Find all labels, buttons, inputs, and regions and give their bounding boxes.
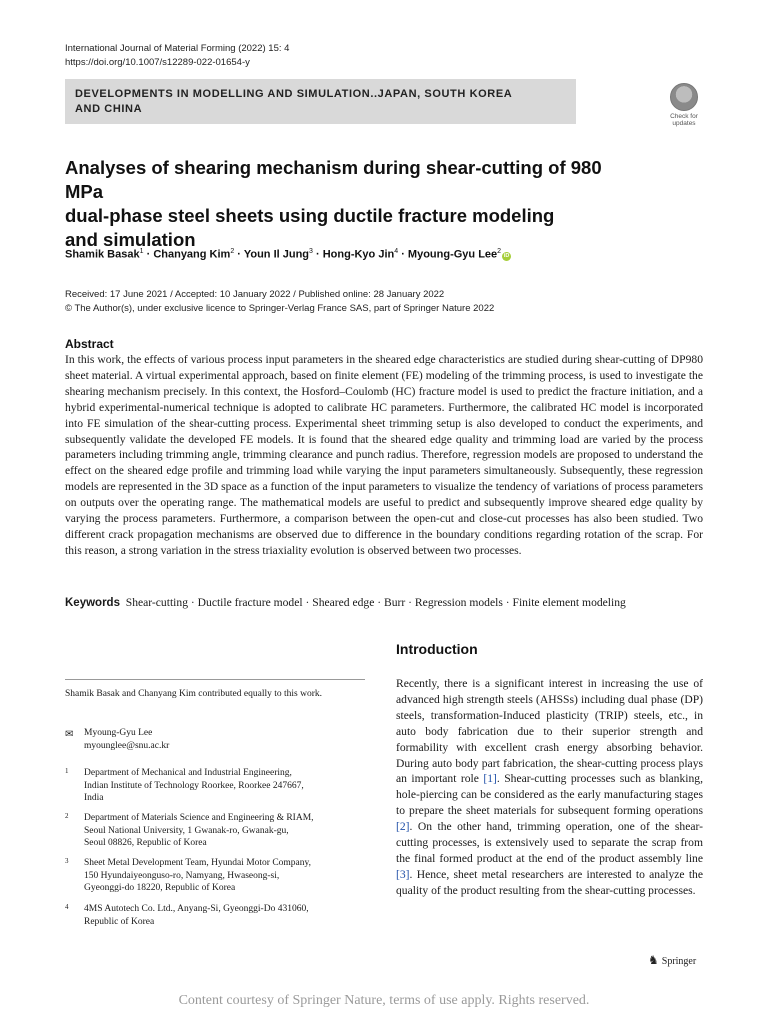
author-name[interactable]: Shamik Basak — [65, 248, 140, 261]
author-separator: · — [401, 248, 405, 261]
journal-header — [65, 42, 289, 69]
author-affiliation-marker: 2 — [497, 248, 502, 255]
affiliation-3 — [65, 857, 355, 895]
author-name[interactable]: Myoung-Gyu Lee — [407, 248, 498, 261]
crossmark-icon — [670, 83, 698, 111]
equal-contribution-note: Shamik Basak and Chanyang Kim contributed equally to this work. — [65, 689, 322, 699]
keywords-text: Shear-cutting · Ductile fracture model · Sheared edge · Burr · Regression models · Finite element modeling — [125, 596, 626, 609]
contact-email[interactable]: myounglee@snu.ac.kr — [84, 741, 170, 751]
intro-text-segment: . On the other hand, trimming operation, one of the shear-cutting processes, is extensively used to separate the scrap from the final formed product at the end of the product assembly line — [396, 820, 703, 865]
affiliation-line: 150 Hyundaiyeonguso-ro, Namyang, Hwaseong-si, — [84, 870, 280, 881]
affiliation-line: Indian Institute of Technology Roorkee, Roorkee 247667, — [84, 780, 304, 791]
abstract-body: In this work, the effects of various process input parameters in the sheared edge characteristics are studied during shear-cutting of DP980 sheet material. A virtual experimental approach, based on finite element (FE) modeling of the trimming process, is used to investigate the shearing mechanism precisely. In this context, the Hosford–Coulomb (HC) fracture model is used to predict the fracture initiation, and a hybrid experimental-numerical technique is adopted to calibrate HC parameters. Furthermore, the calibrated HC model is incorporated into FE simulation of the shear-cutting process. Experimental sheet trimming setup is also developed to conduct the experiments, and subsequently validate the developed FE models. It is found that the sheared edge quality and trimming load are varied by the process parameters including trimming angle, trimming clearance and punch radius. Therefore, regression models are proposed to understand the effect on the sheared edge profile and trimming load while varying the input parameters simultaneously. Subsequently, these regression models are represented in the 3D space as a function of the input parameters to visualize the tendency of variations of process parameters on outputs over the operating range. The mathematical models are useful to predict and subsequently improve sheared edge quality by varying the process parameters. Furthermore, a comparison between the open-cut and close-cut processes has also been studied. Two different crack propagation mechanisms are observed due to difference in the boundary conditions regarding rotation of the scrap. For this reason, a strong variation in the stress triaxiality evolution is observed between two processes. — [65, 353, 703, 557]
affiliation-line: Department of Materials Science and Engineering & RIAM, — [84, 813, 314, 823]
author-affiliation-marker: 1 — [139, 248, 144, 255]
corresponding-author — [65, 727, 169, 753]
contact-name: Myoung-Gyu Lee — [84, 728, 153, 738]
author-name[interactable]: Chanyang Kim — [153, 248, 231, 261]
affiliation-line: Republic of Korea — [84, 916, 155, 927]
intro-text-segment: . Hence, sheet metal researchers are interested to analyze the quality of the product resulting from the shear-cutting processes. — [396, 867, 703, 897]
affiliation-4 — [65, 903, 355, 928]
affiliation-number: 2 — [65, 812, 69, 820]
crossmark-label-line-2: updates — [672, 120, 696, 127]
springer-horse-icon: ♞ — [648, 953, 659, 967]
section-banner — [65, 79, 576, 124]
keywords-label: Keywords — [65, 597, 120, 609]
courtesy-notice: Content courtesy of Springer Nature, terms of use apply. Rights reserved. — [178, 993, 590, 1008]
citation-link[interactable]: [1] — [483, 772, 497, 786]
crossmark-badge[interactable] — [664, 83, 704, 125]
publication-dates — [65, 288, 494, 315]
author-name[interactable]: Hong-Kyo Jin — [322, 248, 395, 261]
abstract-heading: Abstract — [65, 337, 114, 351]
crossmark-label-line-1: Check for — [670, 113, 698, 120]
banner-line-2: AND CHINA — [75, 103, 143, 115]
affiliation-line: India — [84, 793, 104, 803]
citation-link[interactable]: [3] — [396, 867, 410, 881]
affiliation-line: Department of Mechanical and Industrial Engineering, — [84, 768, 292, 778]
envelope-icon: ✉ — [65, 729, 74, 740]
citation-link[interactable]: [2] — [396, 820, 410, 834]
author-affiliation-marker: 2 — [230, 248, 235, 255]
paper-title — [65, 156, 625, 252]
author-separator: · — [237, 248, 241, 261]
journal-citation: International Journal of Material Forming (2022) 15: 4 — [65, 43, 290, 54]
affiliation-line: Seoul 08826, Republic of Korea — [84, 838, 207, 848]
introduction-body — [396, 676, 703, 899]
dates-line: Received: 17 June 2021 / Accepted: 10 January 2022 / Published online: 28 January 2022 — [65, 289, 445, 300]
affiliation-2 — [65, 812, 355, 850]
author-separator: · — [146, 248, 151, 261]
title-line-1: Analyses of shearing mechanism during shear-cutting of 980 MPa — [65, 157, 602, 202]
publisher-name: Springer — [661, 956, 697, 967]
crossmark-label — [664, 113, 704, 127]
affiliation-line: Seoul National University, 1 Gwanak-ro, Gwanak-gu, — [84, 825, 289, 836]
affiliation-line: Sheet Metal Development Team, Hyundai Motor Company, — [84, 858, 312, 868]
publisher-logo — [648, 953, 696, 968]
affiliation-1 — [65, 767, 355, 805]
footnote-divider — [65, 679, 365, 680]
affiliation-number: 4 — [65, 903, 69, 911]
intro-text-segment: Recently, there is a significant interest in increasing the use of advanced high strength steels (AHSSs) including dual phase (DP) steels, transformation-Induced plasticity (TRIP) steels, etc., in auto body fabrication due to their superior strength and formability with excellent crash energy absorbing behavior. During auto body part fabrication, the shear-cutting process plays an important role — [396, 677, 703, 786]
orcid-icon[interactable]: iD — [503, 252, 510, 259]
author-affiliation-marker: 4 — [394, 248, 399, 255]
affiliation-number: 1 — [65, 767, 69, 775]
affiliation-line: Gyeonggi-do 18220, Republic of Korea — [84, 883, 236, 893]
affiliation-number: 3 — [65, 857, 69, 865]
banner-line-1: DEVELOPMENTS IN MODELLING AND SIMULATION..JAPAN, SOUTH KOREA — [75, 88, 513, 100]
author-affiliation-marker: 3 — [309, 248, 313, 255]
copyright-line: © The Author(s), under exclusive licence to Springer-Verlag France SAS, part of Springer Nature 2022 — [65, 302, 495, 314]
affiliation-line: 4MS Autotech Co. Ltd., Anyang-Si, Gyeonggi-Do 431060, — [84, 904, 309, 914]
title-line-2: dual-phase steel sheets using ductile fracture modeling — [65, 205, 555, 226]
author-name[interactable]: Youn Il Jung — [243, 248, 310, 261]
introduction-heading: Introduction — [396, 641, 478, 657]
journal-doi[interactable]: https://doi.org/10.1007/s12289-022-01654-y — [65, 56, 250, 68]
title-line-3: and simulation — [65, 229, 196, 250]
author-list — [65, 248, 511, 261]
author-separator: · — [315, 248, 320, 261]
intro-text-segment: . Shear-cutting processes such as blanking, hole-piercing can be considered as the early manufacturing stages to prepare the sheet materials for subsequent forming operations — [396, 772, 703, 818]
keywords — [65, 596, 626, 609]
